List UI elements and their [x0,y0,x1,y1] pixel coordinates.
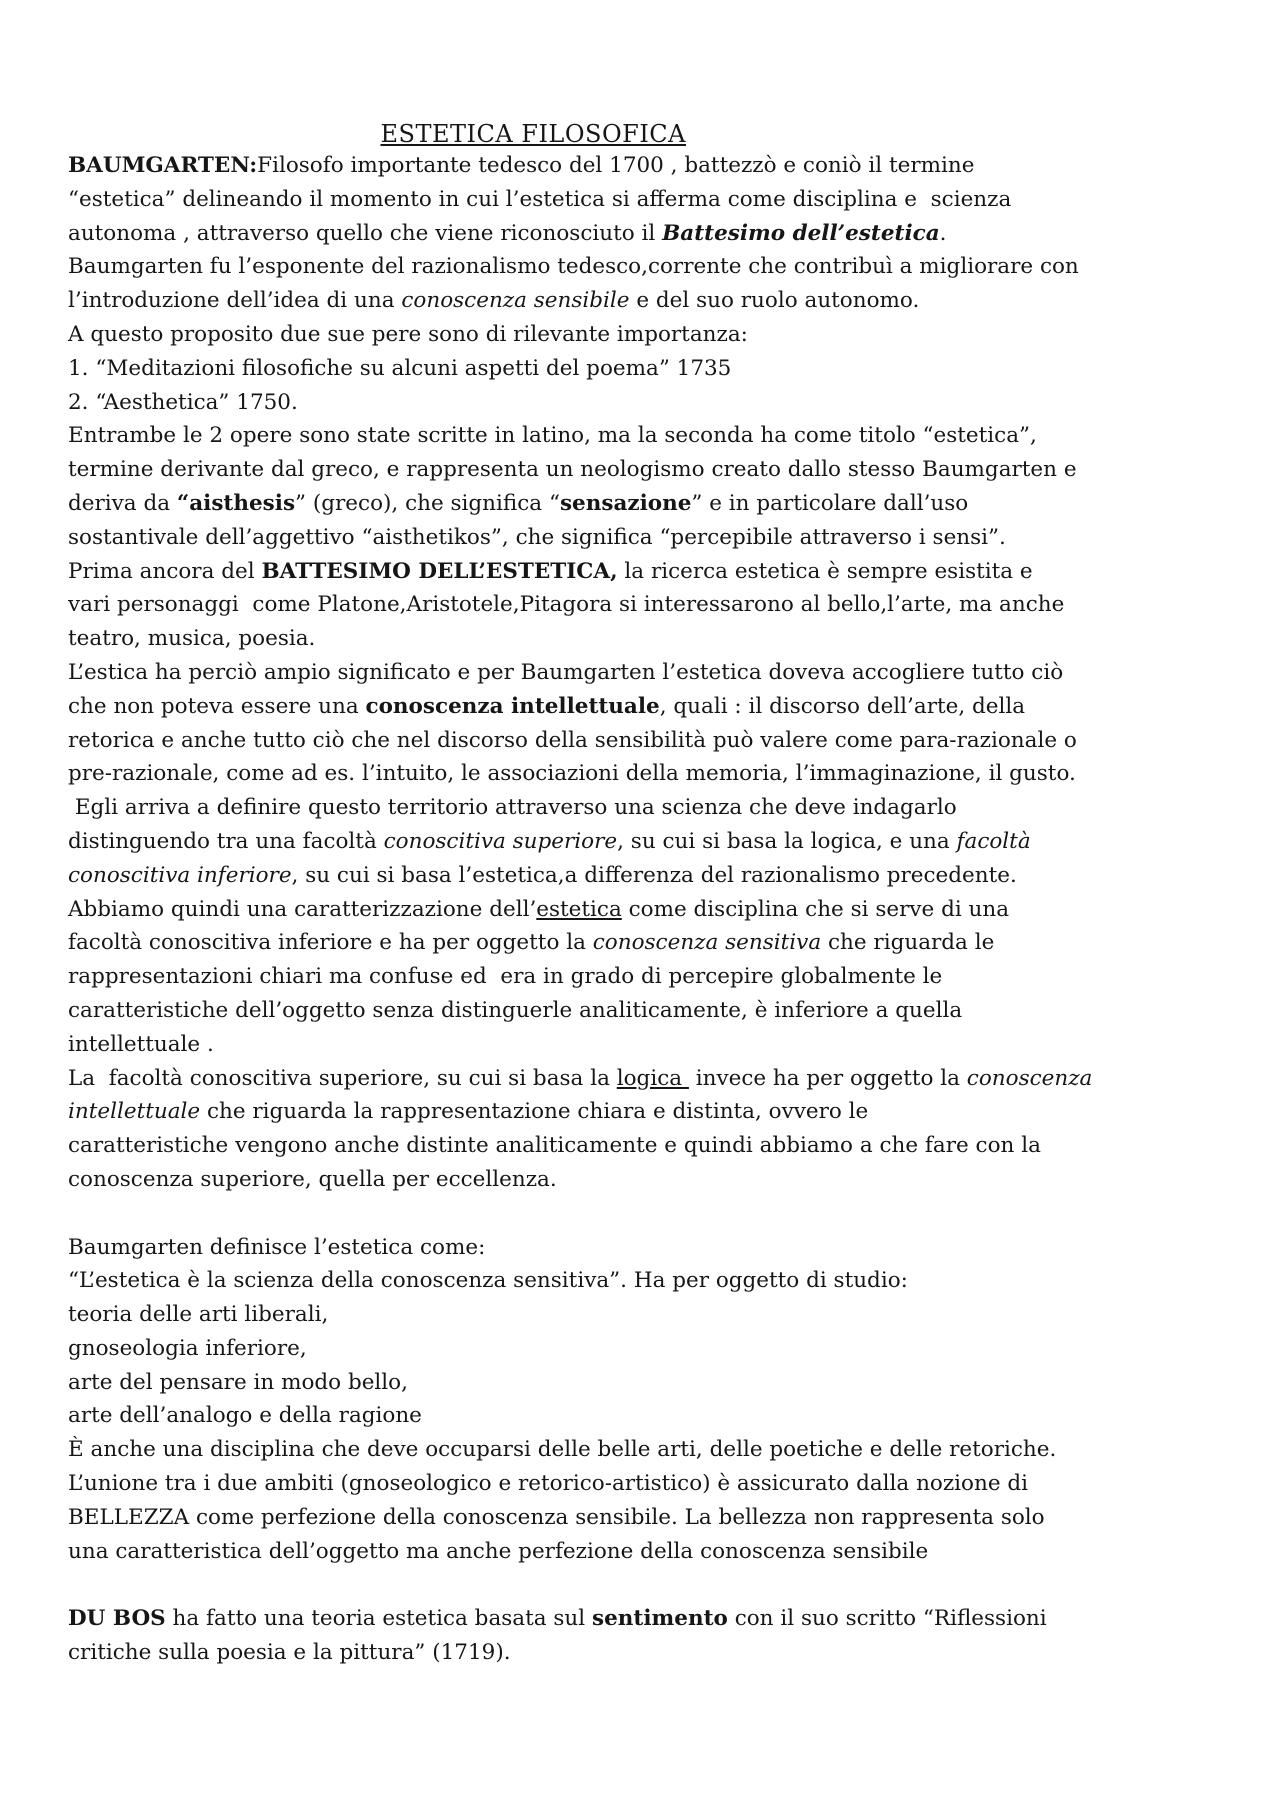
text-segment: conoscenza sensitiva [592,930,822,956]
text-line [68,859,1218,893]
text-segment: È anche una disciplina che deve occuparsi delle belle arti, delle poetiche e delle retoriche. [68,1437,1057,1463]
text-line [68,1231,1218,1265]
text-segment: arte dell’analogo e della ragione [68,1403,422,1429]
text-segment: La facoltà conoscitiva superiore, su cui si basa la [68,1065,617,1091]
text-line [68,588,1218,622]
text-segment: Baumgarten fu l’esponente del razionalismo tedesco,corrente che contribuì a migliorare con [68,254,1079,280]
text-segment: che non poteva essere una [68,693,366,719]
text-segment: Baumgarten definisce l’estetica come: [68,1234,486,1260]
text-segment: , su cui si basa la logica, e una [617,828,957,854]
text-line [68,724,1218,758]
text-segment: caratteristiche vengono anche distinte analiticamente e quindi abbiamo a che fare con la [68,1133,1041,1159]
text-segment: Abbiamo quindi una caratterizzazione dell’ [68,896,537,922]
text-line [68,487,1218,521]
text-segment: facoltà [956,828,1031,854]
text-line [68,1467,1218,1501]
text-segment: termine derivante dal greco, e rappresenta un neologismo creato dallo stesso Baumgarten e [68,457,1077,483]
text-segment: intellettuale . [68,1031,214,1057]
text-segment: gnoseologia inferiore, [68,1335,307,1361]
text-line [68,1264,1218,1298]
text-line [68,1501,1218,1535]
text-segment: una caratteristica dell’oggetto ma anche perfezione della conoscenza sensibile [68,1538,929,1564]
text-line [68,352,1218,386]
text-line [68,960,1218,994]
text-segment: 2. “Aesthetica” 1750. [68,389,298,415]
text-segment: Egli arriva a definire questo territorio attraverso una scienza che deve indagarlo [68,795,957,821]
text-line [68,521,1218,555]
text-line [68,1129,1218,1163]
text-line [68,149,1218,183]
text-segment: conoscitiva superiore [383,828,618,854]
text-segment: distinguendo tra una facoltà [68,828,384,854]
text-segment: L’estica ha perciò ampio significato e per Baumgarten l’estetica doveva accogliere tutto ciò [68,659,1064,685]
text-segment: BELLEZZA come perfezione della conoscenza sensibile. La bellezza non rappresenta solo [68,1504,1045,1530]
text-segment: Battesimo dell’estetica [662,220,940,246]
text-line [68,1535,1218,1569]
text-segment: conoscitiva inferiore [68,862,292,888]
text-line [68,1197,1218,1231]
text-segment: “estetica” delineando il momento in cui l’estetica si afferma come disciplina e scienza [68,186,1012,212]
text-segment: arte del pensare in modo bello, [68,1369,408,1395]
text-segment: rappresentazioni chiari ma confuse ed era in grado di percepire globalmente le [68,964,943,990]
text-segment: 1. “Meditazioni filosofiche su alcuni aspetti del poema” 1735 [68,355,732,381]
text-line [68,386,1218,420]
page-title: ESTETICA FILOSOFICA [380,120,686,148]
text-line [68,1163,1218,1197]
text-line [68,419,1218,453]
text-segment: Entrambe le 2 opere sono state scritte in latino, ma la seconda ha come titolo “estetica”, [68,423,1037,449]
text-line [68,1568,1218,1602]
text-segment: ” (greco), che significa “ [295,490,560,516]
text-segment: conoscenza [966,1065,1093,1091]
text-segment: teatro, musica, poesia. [68,626,316,652]
text-line [68,1062,1218,1096]
text-segment: facoltà conoscitiva inferiore e ha per oggetto la [68,930,593,956]
text-segment: deriva da [68,490,177,516]
text-segment: intellettuale [68,1099,201,1125]
text-segment: teoria delle arti liberali, [68,1302,329,1328]
text-segment: e del suo ruolo autonomo. [629,288,920,314]
text-line [68,656,1218,690]
text-line [68,250,1218,284]
document-body [68,149,1218,1670]
text-segment: . [939,220,947,246]
text-segment: invece ha per oggetto la [688,1065,967,1091]
text-line [68,1399,1218,1433]
text-segment: estetica [536,896,622,922]
text-line [68,1602,1218,1636]
text-segment: pre-razionale, come ad es. l’intuito, le associazioni della memoria, l’immaginazione, il gusto. [68,761,1076,787]
text-line [68,791,1218,825]
text-line [68,217,1218,251]
text-segment: Prima ancora del [68,558,262,584]
text-segment: BATTESIMO DELL’ESTETICA, [261,558,618,584]
text-segment: l’introduzione dell’idea di una [68,288,402,314]
text-segment: come disciplina che si serve di una [621,896,1010,922]
text-line [68,994,1218,1028]
text-line [68,1433,1218,1467]
text-segment: “L’estetica è la scienza della conoscenza sensitiva”. Ha per oggetto di studio: [68,1268,908,1294]
text-line [68,757,1218,791]
text-segment: “aisthesis [176,490,296,516]
text-segment: DU BOS [68,1606,166,1632]
text-segment: autonoma , attraverso quello che viene riconosciuto il [68,220,663,246]
text-segment: che riguarda la rappresentazione chiara e distinta, ovvero le [200,1099,869,1125]
text-segment: , su cui si basa l’estetica,a differenza del razionalismo precedente. [291,862,1017,888]
text-segment: che riguarda le [821,930,995,956]
text-segment: sensazione [559,490,692,516]
text-segment: ” e in particolare dall’uso [691,490,969,516]
text-segment: ha fatto una teoria estetica basata sul [165,1606,592,1632]
text-line [68,284,1218,318]
text-line [68,825,1218,859]
text-line [68,1028,1218,1062]
text-segment: la ricerca estetica è sempre esistita e [617,558,1033,584]
text-line [68,183,1218,217]
text-line [68,453,1218,487]
text-segment: con il suo scritto “Riflessioni [727,1606,1047,1632]
text-segment: BAUMGARTEN: [68,153,258,178]
text-segment: sentimento [592,1606,728,1632]
text-segment: conoscenza sensibile [401,288,630,314]
text-line [68,622,1218,656]
text-segment: vari personaggi come Platone,Aristotele,Pitagora si interessarono al bello,l’arte, ma anche [68,592,1065,618]
text-segment: conoscenza intellettuale [365,693,660,719]
text-segment: conoscenza superiore, quella per eccellenza. [68,1166,557,1192]
text-segment: critiche sulla poesia e la pittura” (1719). [68,1640,511,1666]
text-line [68,1332,1218,1366]
text-segment: L’unione tra i due ambiti (gnoseologico e retorico-artistico) è assicurato dalla nozione di [68,1471,1029,1497]
text-line [68,926,1218,960]
text-line [68,1298,1218,1332]
text-line [68,318,1218,352]
text-line [68,1636,1218,1670]
text-segment: Filosofo importante tedesco del 1700 , battezzò e coniò il termine [257,153,975,178]
text-line [68,690,1218,724]
text-line [68,555,1218,589]
text-line [68,1366,1218,1400]
text-segment: logica [616,1065,689,1091]
text-segment: sostantivale dell’aggettivo “aisthetikos”, che significa “percepibile attraverso i sensi”. [68,524,1006,550]
text-line [68,893,1218,927]
text-line [68,1095,1218,1129]
text-segment: , quali : il discorso dell’arte, della [659,693,1026,719]
text-segment: A questo proposito due sue pere sono di rilevante importanza: [68,321,748,347]
text-segment: caratteristiche dell’oggetto senza distinguerle analiticamente, è inferiore a quella [68,997,963,1023]
text-segment: retorica e anche tutto ciò che nel discorso della sensibilità può valere come para-razionale o [68,727,1077,753]
